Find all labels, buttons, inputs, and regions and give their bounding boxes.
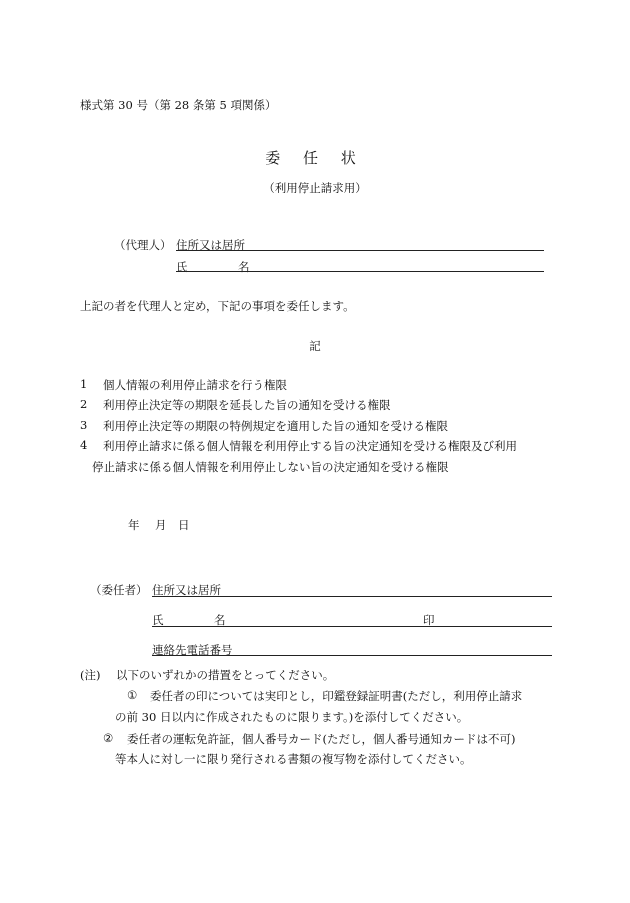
delegator-role-label: （委任者）	[90, 583, 148, 597]
delegator-name-field[interactable]	[152, 626, 552, 627]
item-number: 3	[80, 418, 88, 432]
delegator-name-label-first-char: 氏	[152, 613, 164, 627]
agent-name-label-second-char: 名	[238, 260, 250, 274]
item-text-continuation: 停止請求に係る個人情報を利用停止しない旨の決定通知を受ける権限	[92, 460, 449, 474]
agent-name-field[interactable]	[176, 271, 544, 272]
date-day-label: 日	[178, 518, 190, 532]
note1-text-line2: の前 30 日以内に作成されたものに限ります。)を添付してください。	[115, 710, 469, 724]
item-text: 個人情報の利用停止請求を行う権限	[103, 378, 287, 392]
agent-name-label-first-char: 氏	[176, 260, 188, 274]
note2-text-line2: 等本人に対し一に限り発行される書類の複写物を添付してください。	[115, 752, 472, 766]
delegator-address-field[interactable]	[152, 596, 552, 597]
agent-address-field[interactable]	[176, 250, 544, 251]
date-month-label: 月	[155, 518, 167, 532]
note1-text-line1: 委任者の印については実印とし，印鑑登録証明書(ただし，利用停止請求	[150, 689, 523, 703]
agent-address-label: 住所又は居所	[176, 238, 245, 252]
item-number: 2	[80, 397, 88, 411]
form-number: 様式第 30 号（第 28 条第 5 項関係）	[80, 98, 277, 112]
delegator-address-label: 住所又は居所	[152, 583, 221, 597]
agent-role-label: （代理人）	[114, 238, 172, 252]
ki-heading: 記	[309, 339, 321, 353]
seal-label: 印	[423, 613, 435, 627]
item-text: 利用停止決定等の期限の特例規定を適用した旨の通知を受ける権限	[103, 419, 448, 433]
note-label: (注)	[80, 668, 101, 682]
delegation-statement: 上記の者を代理人と定め，下記の事項を委任します。	[80, 299, 355, 313]
note2-text-line1: 委任者の運転免許証，個人番号カード(ただし，個人番号通知カードは不可)	[127, 732, 516, 746]
item-text: 利用停止請求に係る個人情報を利用停止する旨の決定通知を受ける権限及び利用	[103, 439, 517, 453]
document-title: 委 任 状	[265, 149, 365, 167]
note-intro: 以下のいずれかの措置をとってください。	[116, 668, 335, 682]
delegator-phone-label: 連絡先電話番号	[152, 643, 233, 657]
date-year-label: 年	[128, 518, 140, 532]
item-number: 1	[80, 377, 88, 391]
item-text: 利用停止決定等の期限を延長した旨の通知を受ける権限	[103, 398, 391, 412]
document-subtitle: （利用停止請求用）	[263, 181, 367, 195]
note2-marker: ②	[103, 731, 114, 745]
note1-marker: ①	[127, 688, 138, 702]
delegator-phone-field[interactable]	[152, 655, 552, 656]
item-number: 4	[80, 438, 88, 452]
delegator-name-label-second-char: 名	[214, 613, 226, 627]
